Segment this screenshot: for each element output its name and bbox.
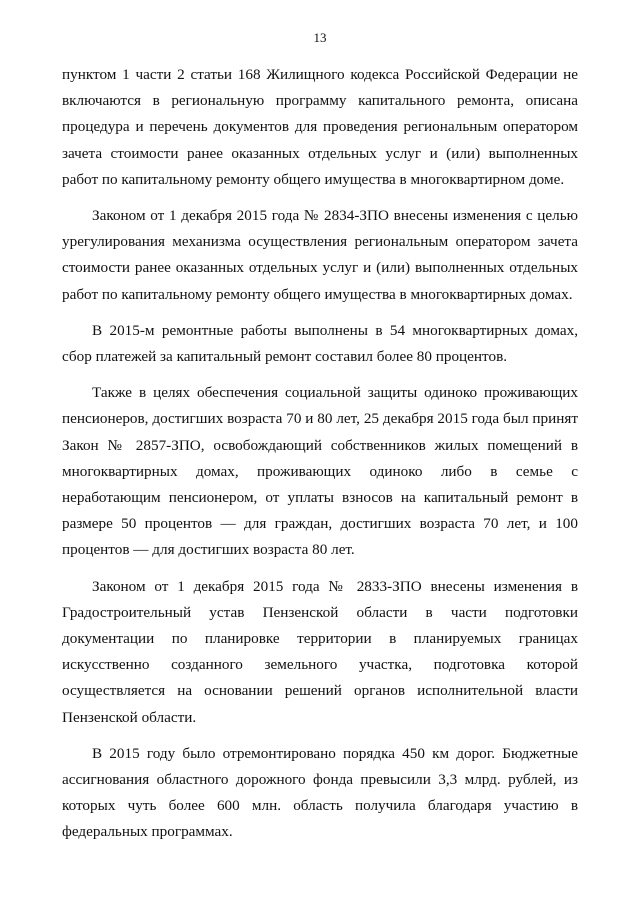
document-body: [62, 62, 578, 856]
paragraph-repair-2015: В 2015-м ремонтные работы выполнены в 54 многоквартирных домах, сбор платежей за капитальный ремонт составил более 80 процентов.: [62, 321, 578, 366]
page-number: 13: [313, 30, 327, 45]
paragraph-roads-2015: В 2015 году было отремонтировано порядка 450 км дорог. Бюджетные ассигнования областного дорожного фонда превысили 3,3 млрд. рублей, из которых чуть более 600 млн. область получила благодаря участию в федеральных программах.: [62, 744, 578, 841]
paragraph-law-2857: Также в целях обеспечения социальной защиты одиноко проживающих пенсионеров, достигших возраста 70 и 80 лет, 25 декабря 2015 года был принят Закон № 2857-ЗПО, освобождающий собственников жилых помещений в многоквартирных домах, проживающих одиноко либо в семье с неработающим пенсионером, от уплаты взносов на капитальный ремонт в размере 50 процентов — для граждан, достигших возраста 70 лет, и 100 процентов — для достигших возраста 80 лет.: [62, 384, 578, 559]
paragraph-law-2834: Законом от 1 декабря 2015 года № 2834-ЗПО внесены изменения с целью урегулирования механизма осуществления региональным оператором зачета стоимости ранее оказанных отдельных услуг и (или) выполненных отдельных работ по капитальному ремонту общего имущества в многоквартирных домах.: [62, 207, 578, 303]
paragraph-law-2833: Законом от 1 декабря 2015 года № 2833-ЗПО внесены изменения в Градостроительный устав Пензенской области в части подготовки документации по планировке территории в планируемых границах искусственно созданного земельного участка, подготовка которой осуществляется на основании решений органов исполнительной власти Пензенской области.: [62, 577, 578, 726]
paragraph-continuation: пунктом 1 части 2 статьи 168 Жилищного кодекса Российской Федерации не включаются в региональную программу капитального ремонта, описана процедура и перечень документов для проведения региональным оператором зачета стоимости ранее оказанных отдельных услуг и (или) выполненных работ по капитальному ремонту общего имущества в многоквартирном доме.: [62, 66, 578, 188]
